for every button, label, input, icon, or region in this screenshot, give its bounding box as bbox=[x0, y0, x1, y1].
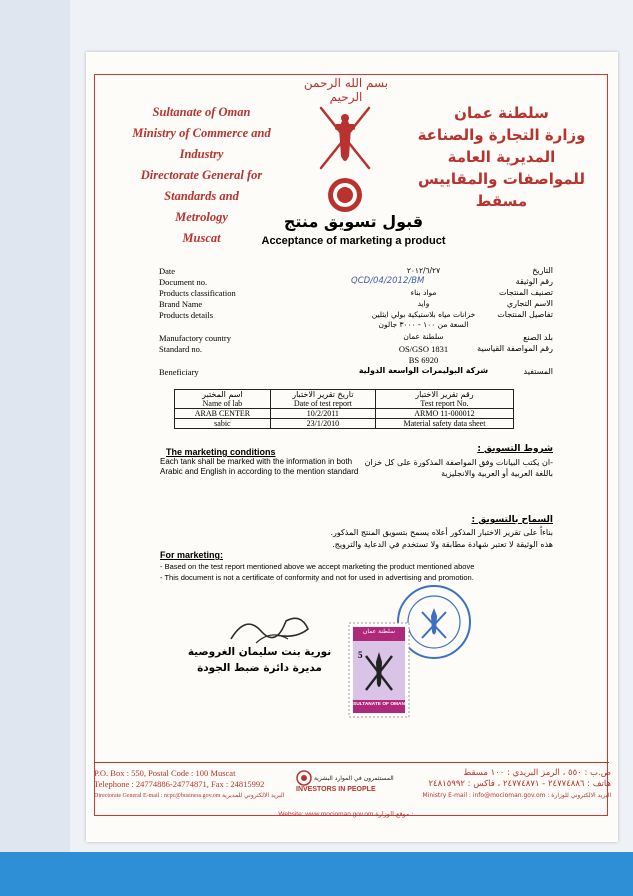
label-date-ar: التاريخ bbox=[532, 266, 553, 275]
signatory-name: نورية بنت سليمان الغروصية bbox=[187, 646, 332, 658]
background-left-band bbox=[0, 0, 70, 896]
table-row: ARAB CENTER 10/2/2011 ARMO 11-000012 bbox=[175, 409, 514, 419]
footer-english: P.O. Box : 550, Postal Code : 100 Muscat Telephone : 24774886-24774871, Fax : 24815992 Directorate General E-mail : ncpc@business.gov.om البريد الالكتروني للمديرية bbox=[94, 768, 285, 799]
footer-arabic: ص.ب : ٥٥٠ ، الرمز البريدي : ١٠٠ مسقط هاتف : ٢٤٧٧٤٨٨٦ - ٢٤٧٧٤٨٧١ ، فاكس : ٢٤٨١٥٩٩٢ البريد الالكتروني للوزارة : Ministry E-mail : info@mocioman.gov.om bbox=[422, 768, 611, 799]
conditions-text: Each tank shall be marked with the information in both Arabic and English in according to the mention standard bbox=[160, 457, 359, 476]
label-classification-ar: تصنيف المنتجات bbox=[498, 288, 553, 297]
label-date: Date bbox=[159, 266, 176, 276]
conditions-title: The marketing conditions bbox=[166, 447, 276, 457]
oman-emblem-icon bbox=[311, 98, 379, 176]
background-bottom-bar bbox=[0, 852, 633, 896]
footer-website: Website: www.mocioman.gov.om موقع الوزارة : bbox=[278, 810, 414, 818]
conditions-title-ar: شروط التسويق : bbox=[477, 444, 553, 454]
conditions-text-ar: -ان يكتب البيانات وفق المواصفة المذكورة على كل خزان باللغة العربية أو العربية والانجليزية bbox=[364, 458, 553, 478]
handwritten-signature bbox=[226, 609, 316, 649]
label-details-ar: تفاصيل المنتجات bbox=[497, 310, 553, 319]
label-document-no: Document no. bbox=[159, 277, 208, 287]
value-country: سلطنة عمان bbox=[403, 332, 444, 341]
value-standard: OS/GSO 1831 bbox=[398, 344, 449, 354]
revenue-stamp: سلطنة عمان 5 SULTANATE OF OMAN bbox=[348, 622, 410, 723]
label-document-no-ar: رقم الوثيقة bbox=[515, 277, 553, 286]
value-document-no: QCD/04/2012/BM bbox=[351, 276, 425, 286]
header-arabic: سلطنة عمان وزارة التجارة والصناعة المديرية العامة للمواصفات والمقاييس مسقط bbox=[417, 104, 586, 210]
basmala: بسم الله الرحمن الرحيم bbox=[303, 76, 389, 104]
signatory-role: مديرة دائرة ضبط الجودة bbox=[197, 662, 322, 674]
marketing-title: For marketing: bbox=[160, 550, 224, 560]
label-standard: Standard no. bbox=[159, 344, 202, 354]
label-country-ar: بلد الصنع bbox=[523, 333, 553, 342]
permission-text-ar: بناءاً على تقرير الاختبار المذكور أعلاه يسمح بتسويق المنتج المذكور. هذه الوثيقة لا تعتبر شهادة مطابقة ولا تستخدم في الدعاية والترويج. bbox=[330, 528, 553, 549]
label-beneficiary: Beneficiary bbox=[159, 367, 199, 377]
label-country: Manufactory country bbox=[159, 333, 231, 343]
table-row: sabic 23/1/2010 Material safety data sheet bbox=[175, 419, 514, 429]
label-brand-ar: الاسم التجاري bbox=[506, 299, 553, 308]
label-details: Products details bbox=[159, 310, 214, 320]
document-title-english: Acceptance of marketing a product bbox=[261, 235, 446, 247]
ministry-seal-icon bbox=[326, 176, 364, 214]
value-details-capacity: السعة من ١٠٠ - ٣٠٠٠ جالون bbox=[378, 320, 469, 329]
marketing-text: - Based on the test report mentioned above we accept marketing the product mentioned above - This document is not a certificate of conformity and not for used in advertising and promotion. bbox=[160, 562, 475, 582]
value-date: ٢٠١٢/٦/٢٧ bbox=[406, 266, 441, 275]
value-beneficiary: شركة البوليمرات الواسعة الدولية bbox=[358, 366, 489, 375]
value-standard-2: BS 6920 bbox=[408, 355, 439, 365]
table-header-row: اسم المختبر Name of lab تاريخ تقرير الاختبار Date of test report رقم تقرير الاختبار Test report No. bbox=[175, 390, 514, 409]
header-english: Sultanate of Oman Ministry of Commerce and Industry Directorate General for Standards and Metrology Muscat bbox=[132, 105, 271, 245]
permission-title-ar: السماح بالتسويق : bbox=[471, 515, 553, 525]
label-standard-ar: رقم المواصفة القياسية bbox=[477, 344, 553, 353]
value-classification: مواد بناء bbox=[410, 288, 437, 297]
investors-in-people-logo: المستثمرون في الموارد البشرية INVESTORS IN PEOPLE bbox=[296, 770, 408, 794]
value-brand: وايد bbox=[417, 299, 430, 308]
value-details: خزانات مياه بلاستيكية بولي ايثلين bbox=[371, 310, 476, 319]
lab-report-table bbox=[174, 389, 514, 429]
signatory-block bbox=[182, 644, 337, 676]
label-classification: Products classification bbox=[159, 288, 236, 298]
footer-divider bbox=[94, 762, 609, 763]
label-brand: Brand Name bbox=[159, 299, 203, 309]
document-title-arabic: قبول تسويق منتج bbox=[283, 212, 424, 231]
label-beneficiary-ar: المستفيد bbox=[523, 367, 553, 376]
iip-logo-icon bbox=[296, 770, 312, 786]
certificate-document bbox=[86, 52, 618, 842]
